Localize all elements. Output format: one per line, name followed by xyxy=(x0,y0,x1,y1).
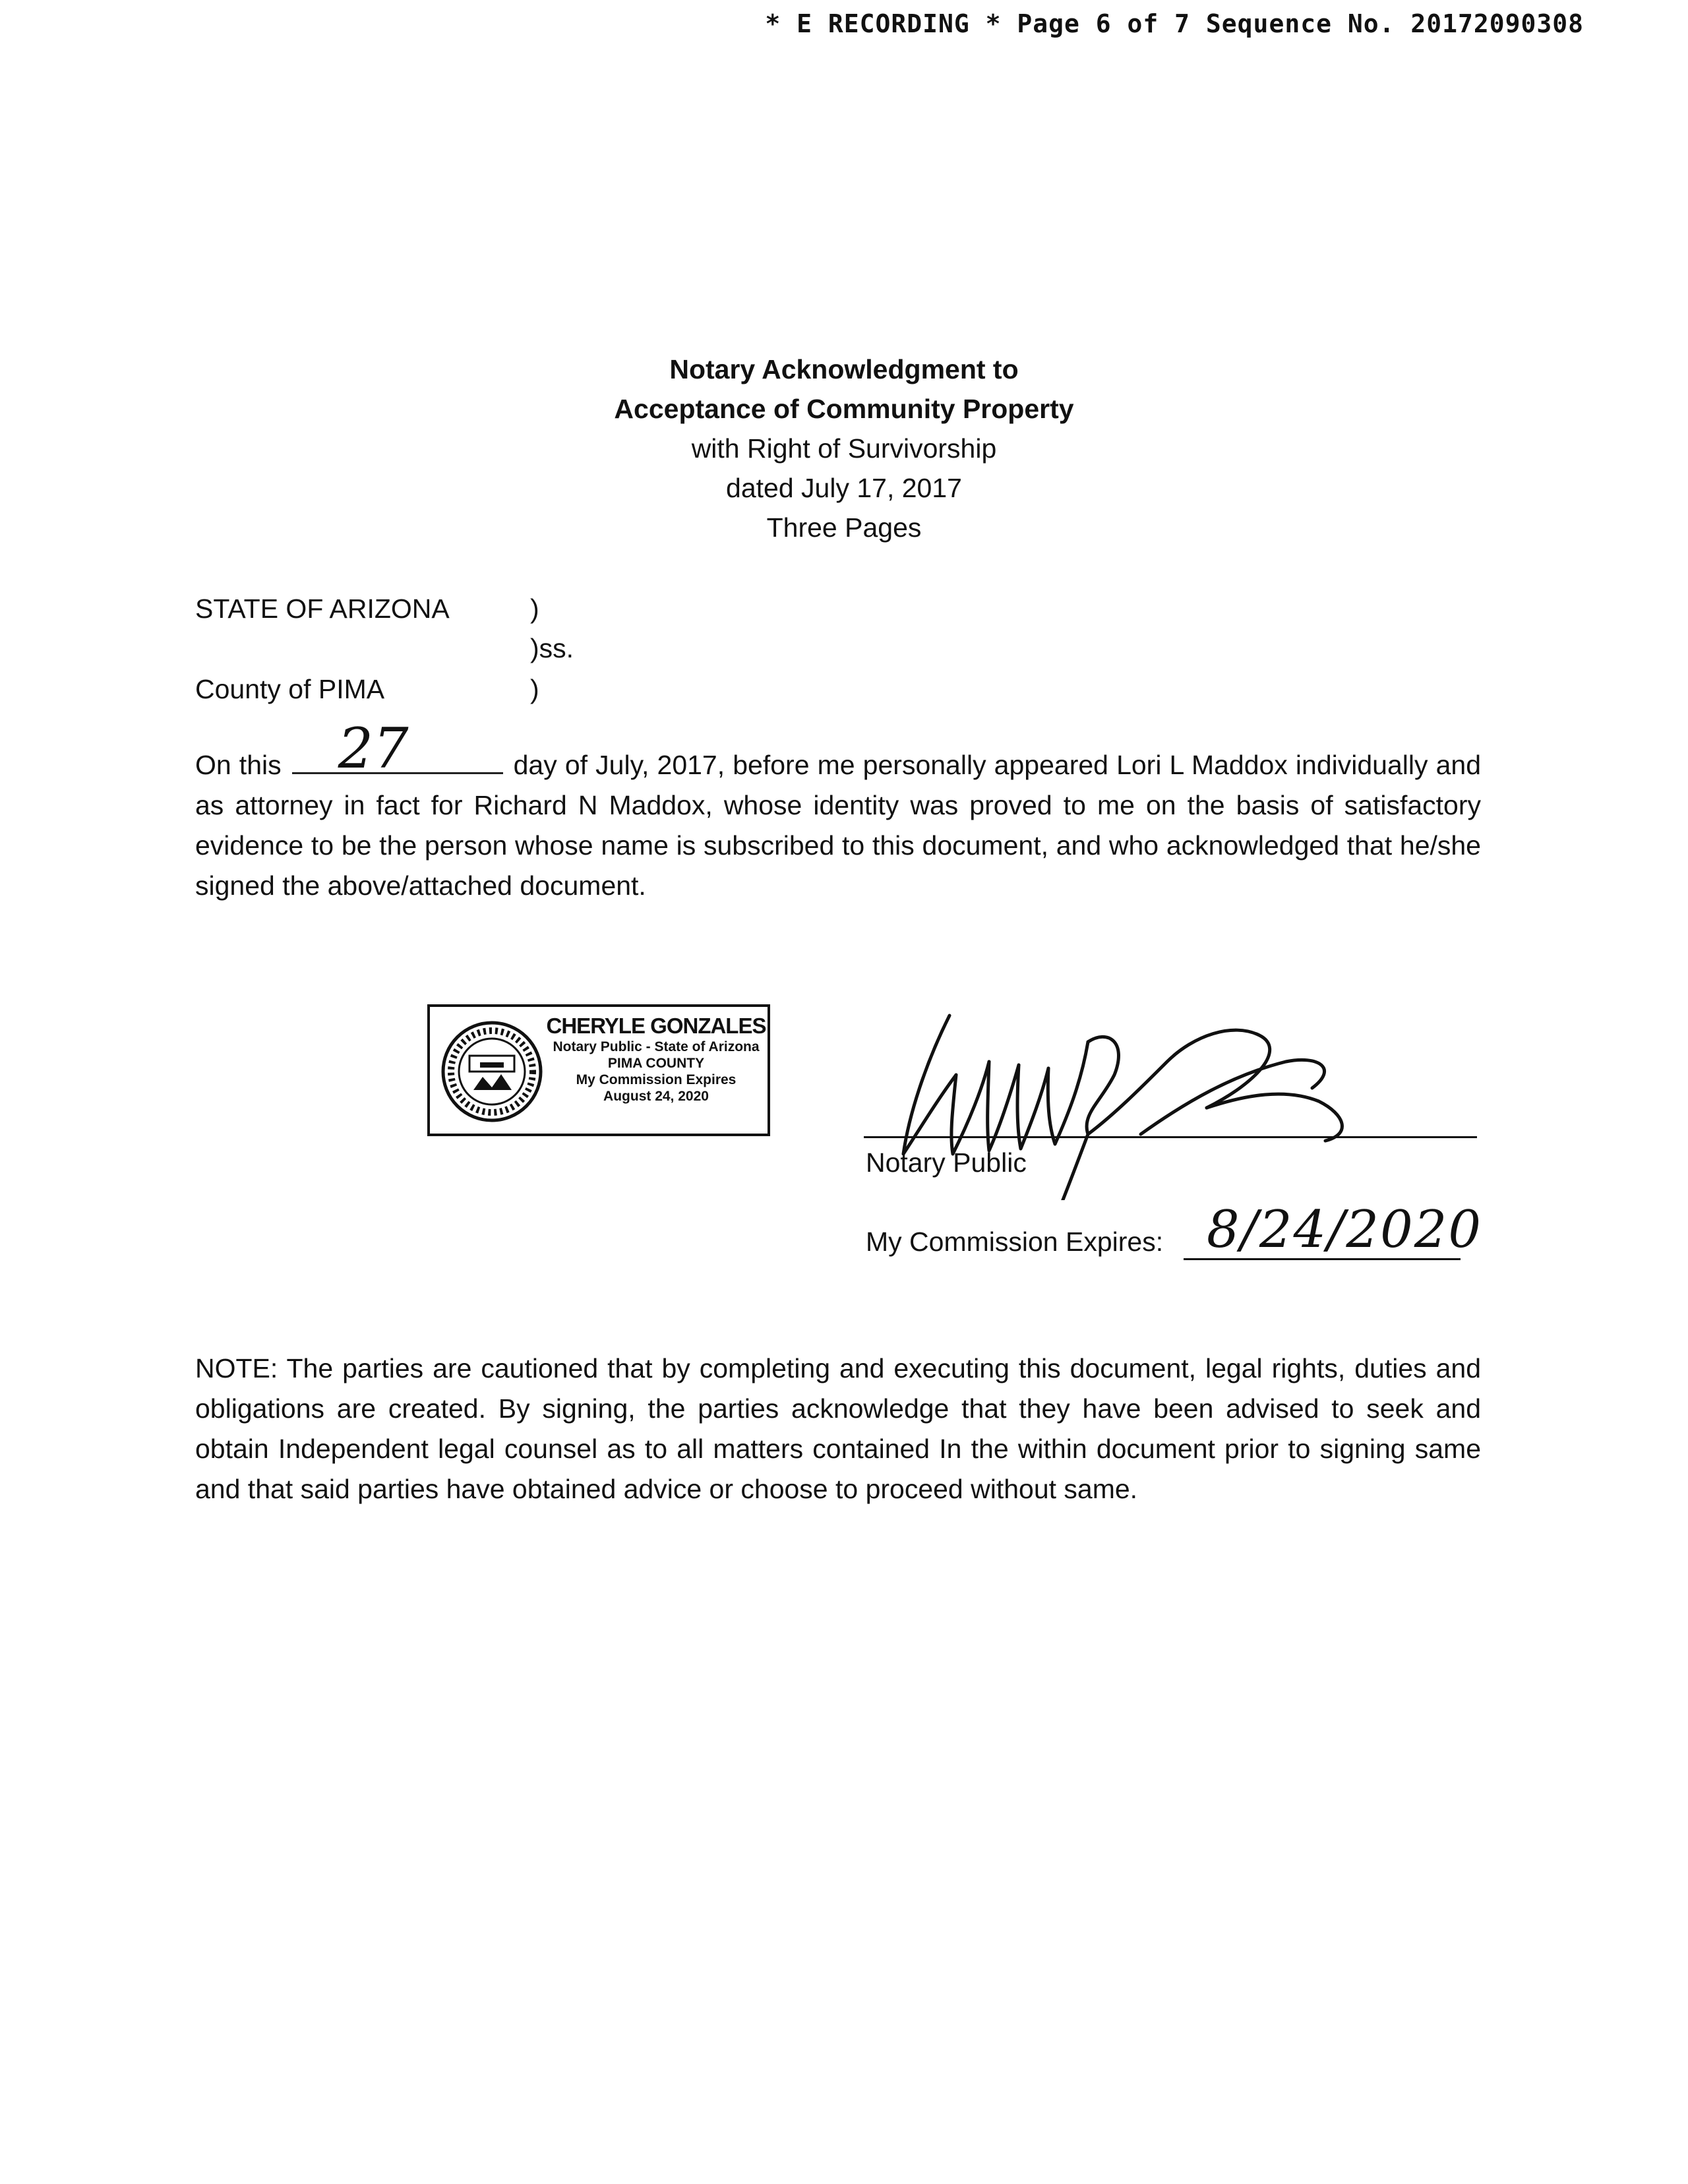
venue-county: County of PIMA xyxy=(195,674,385,704)
commission-expires-label: My Commission Expires: xyxy=(866,1227,1164,1257)
recording-header: * E RECORDING * Page 6 of 7 Sequence No. 20172090308 xyxy=(765,9,1584,38)
legal-note: NOTE: The parties are cautioned that by completing and executing this document, legal rights, duties and obligations are created. By signing, the parties acknowledge that they have been advised to seek and obtain Independent legal counsel as to all matters contained In the within document prior to signing same and that said parties have obtained advice or choose to proceed without same. xyxy=(195,1353,1481,1504)
notary-stamp xyxy=(427,1004,770,1136)
acknowledgment-paragraph xyxy=(195,716,1482,906)
ack-text: day of July, 2017, before me personally appeared Lori L Maddox individually and as attorney in fact for Richard N Maddox, whose identity was proved to me on the basis of satisfactory evidence to be the person whose name is subscribed to this document, and who acknowledged that he/she signed the above/attached document. xyxy=(195,750,1482,901)
title-line-4: dated July 17, 2017 xyxy=(726,473,962,503)
venue-paren-top: ) xyxy=(530,593,539,624)
signature-block xyxy=(864,1002,1490,1292)
notary-public-label: Notary Public xyxy=(866,1147,1027,1178)
venue-ss: )ss. xyxy=(530,633,574,663)
state-seal-icon xyxy=(439,1019,545,1124)
stamp-name: CHERYLE GONZALES xyxy=(546,1014,766,1038)
venue-state: STATE OF ARIZONA xyxy=(195,593,450,624)
venue-paren-bottom: ) xyxy=(530,674,539,704)
day-blank xyxy=(292,716,503,781)
stamp-line-1: Notary Public - State of Arizona xyxy=(553,1039,760,1054)
title-line-3: with Right of Survivorship xyxy=(691,433,997,464)
title-line-2: Acceptance of Community Property xyxy=(614,394,1074,424)
title-line-5: Three Pages xyxy=(766,512,922,543)
stamp-line-4: August 24, 2020 xyxy=(603,1089,709,1104)
venue-block xyxy=(195,593,657,719)
stamp-text xyxy=(546,1014,766,1105)
title-line-1: Notary Acknowledgment to xyxy=(669,354,1019,384)
document-title xyxy=(0,349,1688,547)
stamp-line-3: My Commission Expires xyxy=(576,1072,737,1087)
signature-line xyxy=(864,1136,1477,1138)
stamp-line-2: PIMA COUNTY xyxy=(607,1056,705,1071)
ack-prefix: On this xyxy=(195,750,282,780)
handwritten-commission-date: 8/24/2020 xyxy=(1207,1200,1482,1259)
handwritten-day: 27 xyxy=(338,716,409,781)
